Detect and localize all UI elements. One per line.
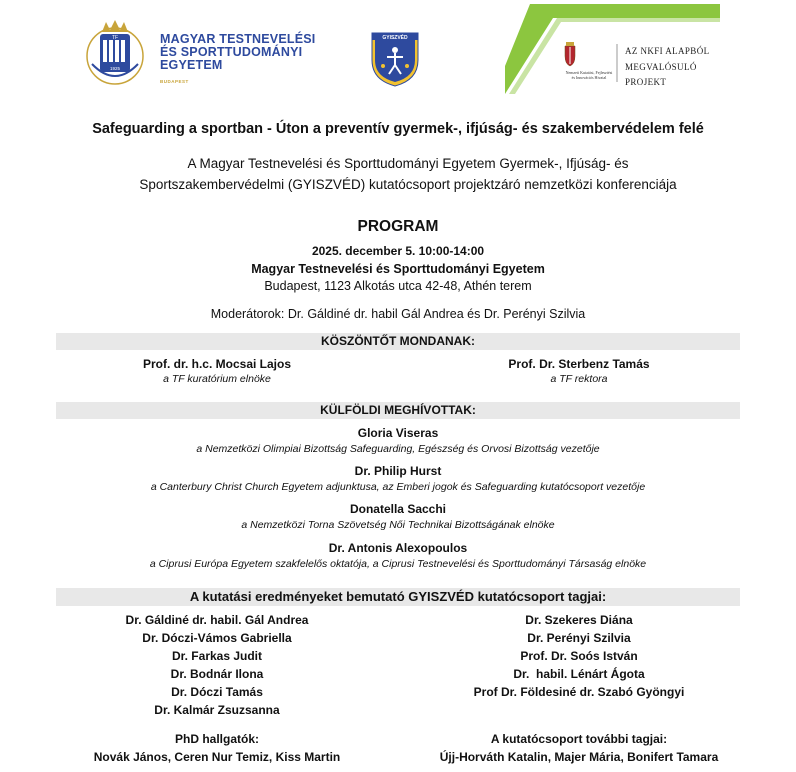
speaker-role: a TF kuratórium elnöke [163,373,271,385]
speaker-name: Prof. dr. h.c. Mocsai Lajos [142,357,292,371]
guest-role: a Nemzetközi Olimpiai Bizottság Safeguarding, Egészség és Orvosi Bizottság vezetője [196,443,600,455]
member-name: Dr. Gáldiné dr. habil. Gál Andrea [125,613,309,627]
research-section-bar: A kutatási eredményeket bemutató GYISZVÉD kutatócsoport tagjai: [56,588,740,606]
speaker-name: Prof. Dr. Sterbenz Tamás [508,357,650,371]
member-name: Dr. Dóczi-Vámos Gabriella [142,631,292,645]
speaker-role: a TF rektora [550,373,608,385]
nkfi-office-name [560,70,618,80]
guest-entry [0,464,796,493]
member-name: Dr. Bodnár Ilona [170,667,264,681]
subtitle-line: Sportszakembervédelmi (GYISZVÉD) kutatócsoport projektzáró nemzetközi konferenciája [139,177,677,192]
member-name: Dr. habil. Lénárt Ágota [513,667,645,681]
nkfi-project-text [625,44,710,91]
gyiszved-label: GYISZVÉD [382,35,408,41]
member-name: Dr. Kalmár Zsuzsanna [154,703,280,717]
guest-role: a Canterbury Christ Church Egyetem adjunktusa, az Emberi jogok és Safeguarding kutatócsoport vezetője [150,481,646,493]
other-members [418,730,740,766]
nkfi-office-line: és Innovációs Hivatal [571,75,607,80]
member-name: Prof. Dr. Soós István [520,649,638,663]
guest-role: a Nemzetközi Torna Szövetség Női Technikai Bizottságának elnöke [241,519,555,531]
university-city: BUDAPEST [160,79,189,84]
document-title: Safeguarding a sportban - Úton a preventív gyermek-, ifjúság- és szakembervédelem felé [92,121,704,137]
document-subtitle [100,153,716,195]
university-name [160,33,315,72]
guest-entry [0,541,796,570]
guests-section-bar: KÜLFÖLDI MEGHÍVOTTAK: [56,402,740,419]
guest-role: a Ciprusi Európa Egyetem szakfelelős oktatója, a Ciprusi Testnevelési és Sporttudományi Társaság elnöke [149,558,647,570]
university-name-line: ÉS SPORTTUDOMÁNYI [160,45,303,59]
moderators: Moderátorok: Dr. Gáldiné dr. habil Gál Andrea és Dr. Perényi Szilvia [210,307,586,321]
university-name-line: EGYETEM [160,58,223,72]
gyiszved-logo [369,30,421,88]
hungarian-coat-of-arms-icon [565,42,575,66]
guest-name: Dr. Philip Hurst [354,464,442,478]
guest-entry [0,502,796,531]
member-name: Dr. Perényi Szilvia [527,631,631,645]
event-address: Budapest, 1123 Alkotás utca 42-48, Athén terem [264,279,532,293]
others-names: Újj-Horváth Katalin, Majer Mária, Bonifert Tamara [439,750,719,764]
gyiszved-shield-icon [369,30,421,88]
phd-heading: PhD hallgatók: [174,732,259,746]
guest-name: Gloria Viseras [357,426,439,440]
crest-letters: TF [111,35,119,41]
welcome-speaker [56,357,378,385]
member-name: Dr. Farkas Judit [171,649,263,663]
welcome-section-bar: KÖSZÖNTŐT MONDANAK: [56,333,740,350]
subtitle-line: A Magyar Testnevelési és Sporttudományi Egyetem Gyermek-, Ifjúság- és [187,156,629,171]
program-heading: PROGRAM [357,218,439,235]
university-crest-icon [80,12,150,92]
nkfi-line: PROJEKT [625,77,667,87]
member-name: Dr. Szekeres Diána [525,613,633,627]
university-name-line: MAGYAR TESTNEVELÉSI [160,32,316,46]
member-name: Prof Dr. Földesiné dr. Szabó Gyöngyi [473,685,685,699]
crest-year: 1925 [109,66,121,71]
guest-name: Donatella Sacchi [349,502,447,516]
guest-name: Dr. Antonis Alexopoulos [328,541,468,555]
event-date: 2025. december 5. 10:00-14:00 [311,244,485,258]
research-members-right [418,611,740,701]
nkfi-line: MEGVALÓSULÓ [625,61,697,72]
others-heading: A kutatócsoport további tagjai: [490,732,668,746]
research-members-left [56,611,378,719]
nkfi-office-line: Nemzeti Kutatási, Fejlesztési [565,70,613,75]
phd-names: Novák János, Ceren Nur Temiz, Kiss Martin [93,750,341,764]
welcome-speaker [418,357,740,385]
guest-entry [0,426,796,455]
phd-students [56,730,378,766]
event-venue: Magyar Testnevelési és Sporttudományi Egyetem [251,262,545,276]
nkfi-line: AZ NKFI ALAPBÓL [625,46,710,56]
member-name: Dr. Dóczi Tamás [171,685,263,699]
